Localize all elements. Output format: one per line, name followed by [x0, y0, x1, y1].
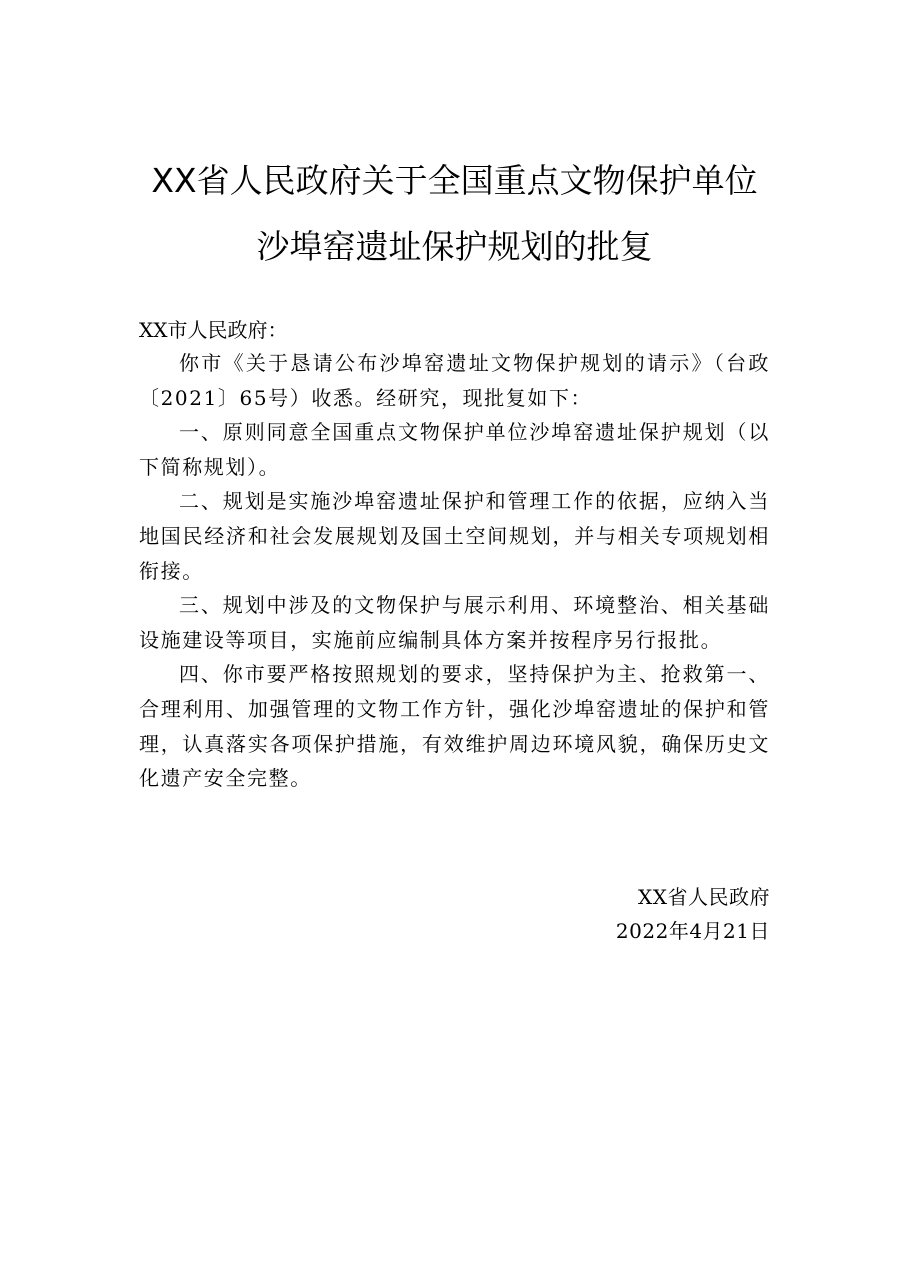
body-paragraph-1: 一、原则同意全国重点文物保护单位沙埠窑遗址保护规划（以下简称规划）。	[139, 420, 770, 479]
body-paragraph-2: 二、规划是实施沙埠窑遗址保护和管理工作的依据，应纳入当地国民经济和社会发展规划及国土空间规划，并与相关专项规划相衔接。	[139, 489, 770, 583]
signature-date: 2022年4月21日	[615, 919, 770, 943]
document-body	[139, 346, 770, 796]
signature-block	[616, 880, 770, 948]
document-title-line-1: XX省人民政府关于全国重点文物保护单位	[151, 161, 758, 200]
signature-organization: XX省人民政府	[638, 885, 770, 909]
addressee: XX市人民政府：	[139, 318, 288, 342]
body-paragraph-4: 四、你市要严格按照规划的要求，坚持保护为主、抢救第一、合理利用、加强管理的文物工作方针，强化沙埠窑遗址的保护和管理，认真落实各项保护措施，有效维护周边环境风貌，确保历史文化遗产安全完整。	[139, 662, 770, 791]
body-paragraph-3: 三、规划中涉及的文物保护与展示利用、环境整治、相关基础设施建设等项目，实施前应编制具体方案并按程序另行报批。	[139, 593, 770, 652]
document-title-line-2: 沙埠窑遗址保护规划的批复	[256, 227, 653, 266]
body-paragraph-intro: 你市《关于恳请公布沙埠窑遗址文物保护规划的请示》（台政〔2021〕65号）收悉。经研究，现批复如下：	[139, 351, 770, 410]
